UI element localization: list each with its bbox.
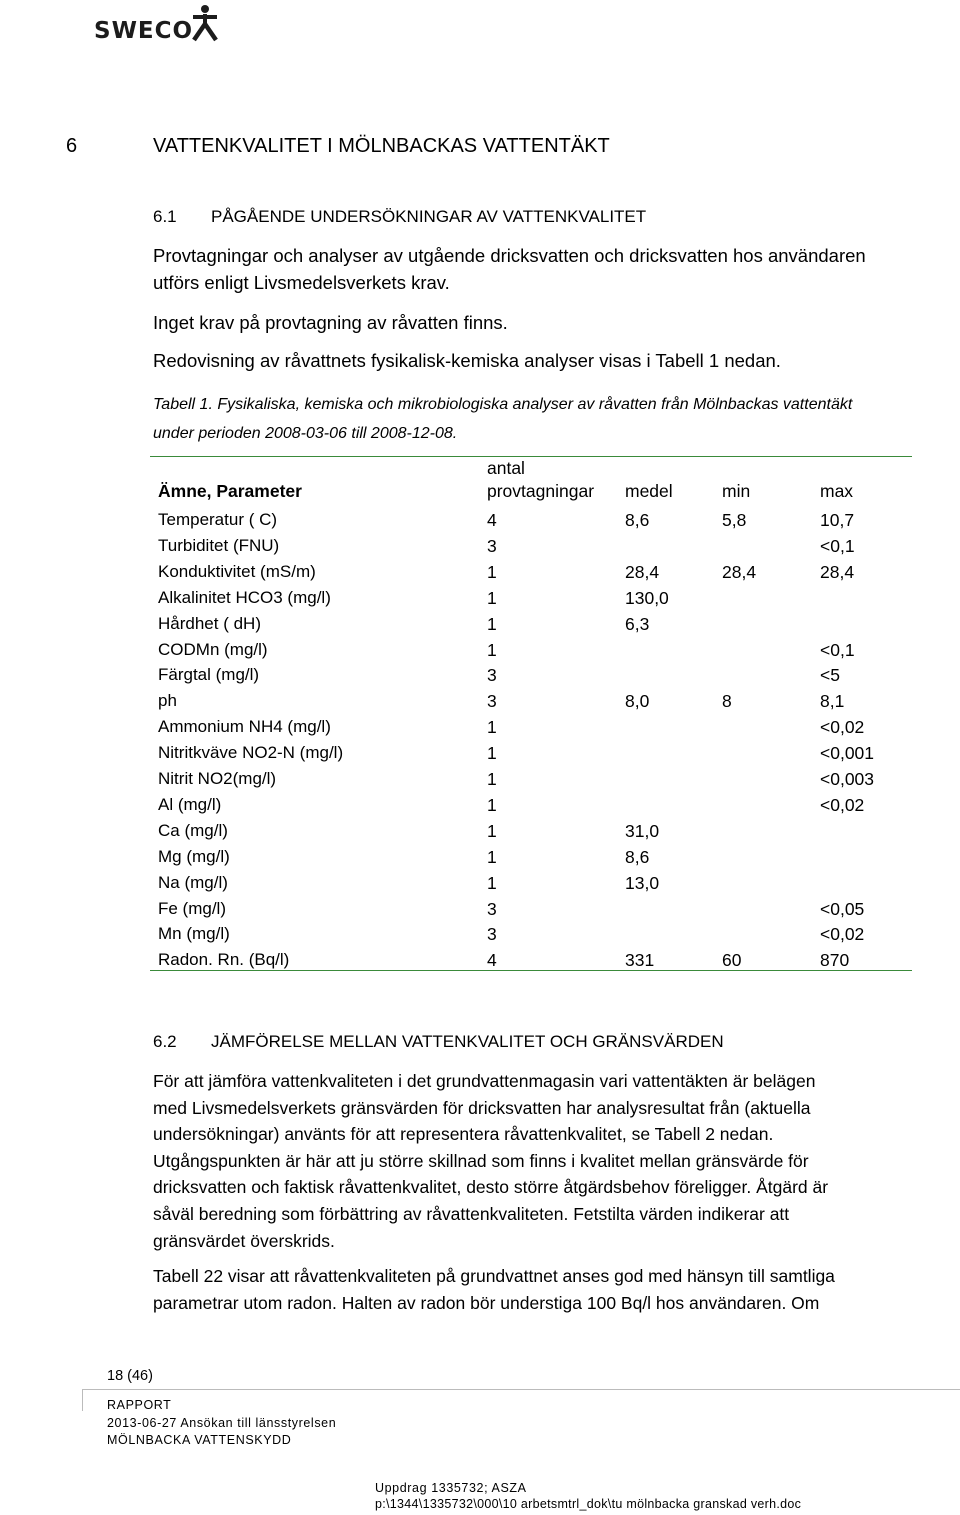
cell-max: <0,02 <box>820 717 865 738</box>
sweco-logo <box>94 4 229 46</box>
cell-parameter: Temperatur ( C) <box>158 510 278 529</box>
paragraph-line: dricksvatten och faktisk råvattenkvalitet, desto större åtgärdsbehov föreligger. Åtgärd är <box>153 1177 829 1198</box>
cell-parameter: Färgtal (mg/l) <box>158 665 260 685</box>
cell-mean: 28,4 <box>625 561 660 582</box>
cell-max: <0,1 <box>820 535 855 556</box>
cell-max: <0,02 <box>820 924 865 945</box>
subsection-number: 6.2 <box>153 1032 177 1051</box>
cell-count: 1 <box>487 872 497 893</box>
cell-parameter: Ca (mg/l) <box>158 820 228 840</box>
paragraph-line: gränsvärdet överskrids. <box>153 1230 335 1251</box>
subsection-number: 6.1 <box>153 207 177 226</box>
cell-max: <0,1 <box>820 639 855 660</box>
cell-mean: 31,0 <box>625 820 660 841</box>
subsection-title: JÄMFÖRELSE MELLAN VATTENKVALITET OCH GRÄNSVÄRDEN <box>211 1032 724 1051</box>
cell-parameter: Al (mg/l) <box>158 794 222 814</box>
paragraph <box>153 1263 835 1316</box>
cell-parameter: Nitrit NO2(mg/l) <box>158 769 277 788</box>
cell-parameter: Na (mg/l) <box>158 872 228 892</box>
cell-mean: 8,0 <box>625 691 650 712</box>
cell-count: 1 <box>487 613 497 634</box>
footer-assignment: Uppdrag 1335732; ASZA <box>375 1481 527 1495</box>
cell-count: 1 <box>487 743 497 764</box>
cell-min: 8 <box>722 691 732 712</box>
column-header-mean: medel <box>625 481 673 501</box>
column-header-count: provtagningar <box>487 481 595 501</box>
cell-max: 8,1 <box>820 691 845 712</box>
cell-mean: 6,3 <box>625 613 650 634</box>
cell-parameter: Radon. Rn. (Bq/l) <box>158 950 290 970</box>
cell-max: 870 <box>820 950 850 971</box>
cell-max: 28,4 <box>820 561 855 582</box>
cell-count: 1 <box>487 769 497 789</box>
cell-parameter: CODMn (mg/l) <box>158 639 268 659</box>
cell-parameter: Turbiditet (FNU) <box>158 535 280 555</box>
cell-count: 4 <box>487 510 497 530</box>
cell-parameter: Fe (mg/l) <box>158 898 226 918</box>
cell-count: 1 <box>487 820 497 841</box>
cell-parameter: Ammonium NH4 (mg/l) <box>158 717 331 737</box>
sweco-star-icon <box>190 4 220 42</box>
paragraph-line: undersökningar) använts för att representera råvattenkvalitet, se Tabell 2 nedan. <box>153 1124 774 1145</box>
cell-count: 3 <box>487 691 497 712</box>
column-header-parameter: Ämne, Parameter <box>158 481 302 501</box>
column-header-max: max <box>820 481 854 501</box>
cell-count: 3 <box>487 535 497 556</box>
footer-file-path: p:\1344\1335732\000\10 arbetsmtrl_dok\tu mölnbacka granskad verh.doc <box>375 1497 802 1511</box>
table-top-rule <box>150 456 912 457</box>
section-number: 6 <box>66 135 78 157</box>
section-title: VATTENKVALITET I MÖLNBACKAS VATTENTÄKT <box>153 135 610 157</box>
cell-count: 1 <box>487 561 497 582</box>
cell-count: 1 <box>487 794 497 815</box>
cell-max: <0,003 <box>820 769 875 789</box>
cell-mean: 8,6 <box>625 510 650 530</box>
cell-mean: 130,0 <box>625 587 669 608</box>
footer-date: 2013-06-27 Ansökan till länsstyrelsen <box>107 1416 337 1430</box>
table-caption-line: Tabell 1. Fysikaliska, kemiska och mikrobiologiska analyser av råvatten från Mölnbackas vattentäkt <box>153 396 853 413</box>
footer-project: MÖLNBACKA VATTENSKYDD <box>107 1433 292 1447</box>
table-caption-line: under perioden 2008-03-06 till 2008-12-08. <box>153 425 458 442</box>
cell-parameter: Nitritkväve NO2-N (mg/l) <box>158 743 344 763</box>
cell-max: <5 <box>820 665 840 686</box>
cell-count: 1 <box>487 639 497 660</box>
cell-parameter: Alkalinitet HCO3 (mg/l) <box>158 587 331 607</box>
paragraph-line: Utgångspunkten är här att ju större skillnad som finns i kvalitet mellan gränsvärde för <box>153 1150 809 1171</box>
paragraph: Inget krav på provtagning av råvatten finns. <box>153 312 508 333</box>
cell-count: 1 <box>487 717 497 738</box>
cell-max: 10,7 <box>820 510 855 530</box>
cell-mean: 13,0 <box>625 872 660 893</box>
cell-mean: 8,6 <box>625 846 650 867</box>
column-header-min: min <box>722 481 751 501</box>
cell-min: 60 <box>722 950 742 971</box>
paragraph-line: Tabell 22 visar att råvattenkvaliteten på grundvattnet anses god med hänsyn till samtliga <box>153 1266 835 1286</box>
cell-min: 28,4 <box>722 561 757 582</box>
cell-mean: 331 <box>625 950 655 971</box>
subsection-title: PÅGÅENDE UNDERSÖKNINGAR AV VATTENKVALITET <box>211 207 647 226</box>
cell-count: 1 <box>487 587 497 608</box>
footer-doc-type: RAPPORT <box>107 1398 172 1412</box>
cell-count: 1 <box>487 846 497 867</box>
paragraph-line: parametrar utom radon. Halten av radon bör understiga 100 Bq/l hos användaren. Om <box>153 1292 820 1313</box>
cell-count: 3 <box>487 924 497 945</box>
paragraph: Redovisning av råvattnets fysikalisk-kemiska analyser visas i Tabell 1 nedan. <box>153 350 781 371</box>
cell-count: 4 <box>487 950 497 971</box>
paragraph-line: Provtagningar och analyser av utgående dricksvatten och dricksvatten hos användaren <box>153 245 866 266</box>
logo-text: SWECO <box>94 18 194 44</box>
cell-max: <0,05 <box>820 898 865 919</box>
cell-min: 5,8 <box>722 510 747 530</box>
cell-parameter: Hårdhet ( dH) <box>158 613 261 633</box>
page-number: 18 (46) <box>107 1368 153 1384</box>
cell-count: 3 <box>487 665 497 686</box>
cell-count: 3 <box>487 898 497 919</box>
footer-rule <box>82 1389 960 1390</box>
paragraph-line: utförs enligt Livsmedelsverkets krav. <box>153 272 450 293</box>
cell-parameter: ph <box>158 691 177 711</box>
cell-max: <0,02 <box>820 794 865 815</box>
cell-parameter: Mg (mg/l) <box>158 846 230 866</box>
paragraph <box>153 1068 828 1254</box>
paragraph-line: såväl beredning som förbättring av råvattenkvaliteten. Fetstilta värden indikerar att <box>153 1203 790 1224</box>
cell-max: <0,001 <box>820 743 875 764</box>
footer-rule-vertical <box>82 1389 83 1411</box>
paragraph-line: För att jämföra vattenkvaliteten i det grundvattenmagasin vari vattentäkten är belägen <box>153 1071 816 1091</box>
column-header-count: antal <box>487 458 525 478</box>
cell-parameter: Konduktivitet (mS/m) <box>158 561 316 581</box>
cell-parameter: Mn (mg/l) <box>158 924 230 944</box>
paragraph-line: med Livsmedelsverkets gränsvärden för dricksvatten har analysresultat från (aktuella <box>153 1097 811 1118</box>
